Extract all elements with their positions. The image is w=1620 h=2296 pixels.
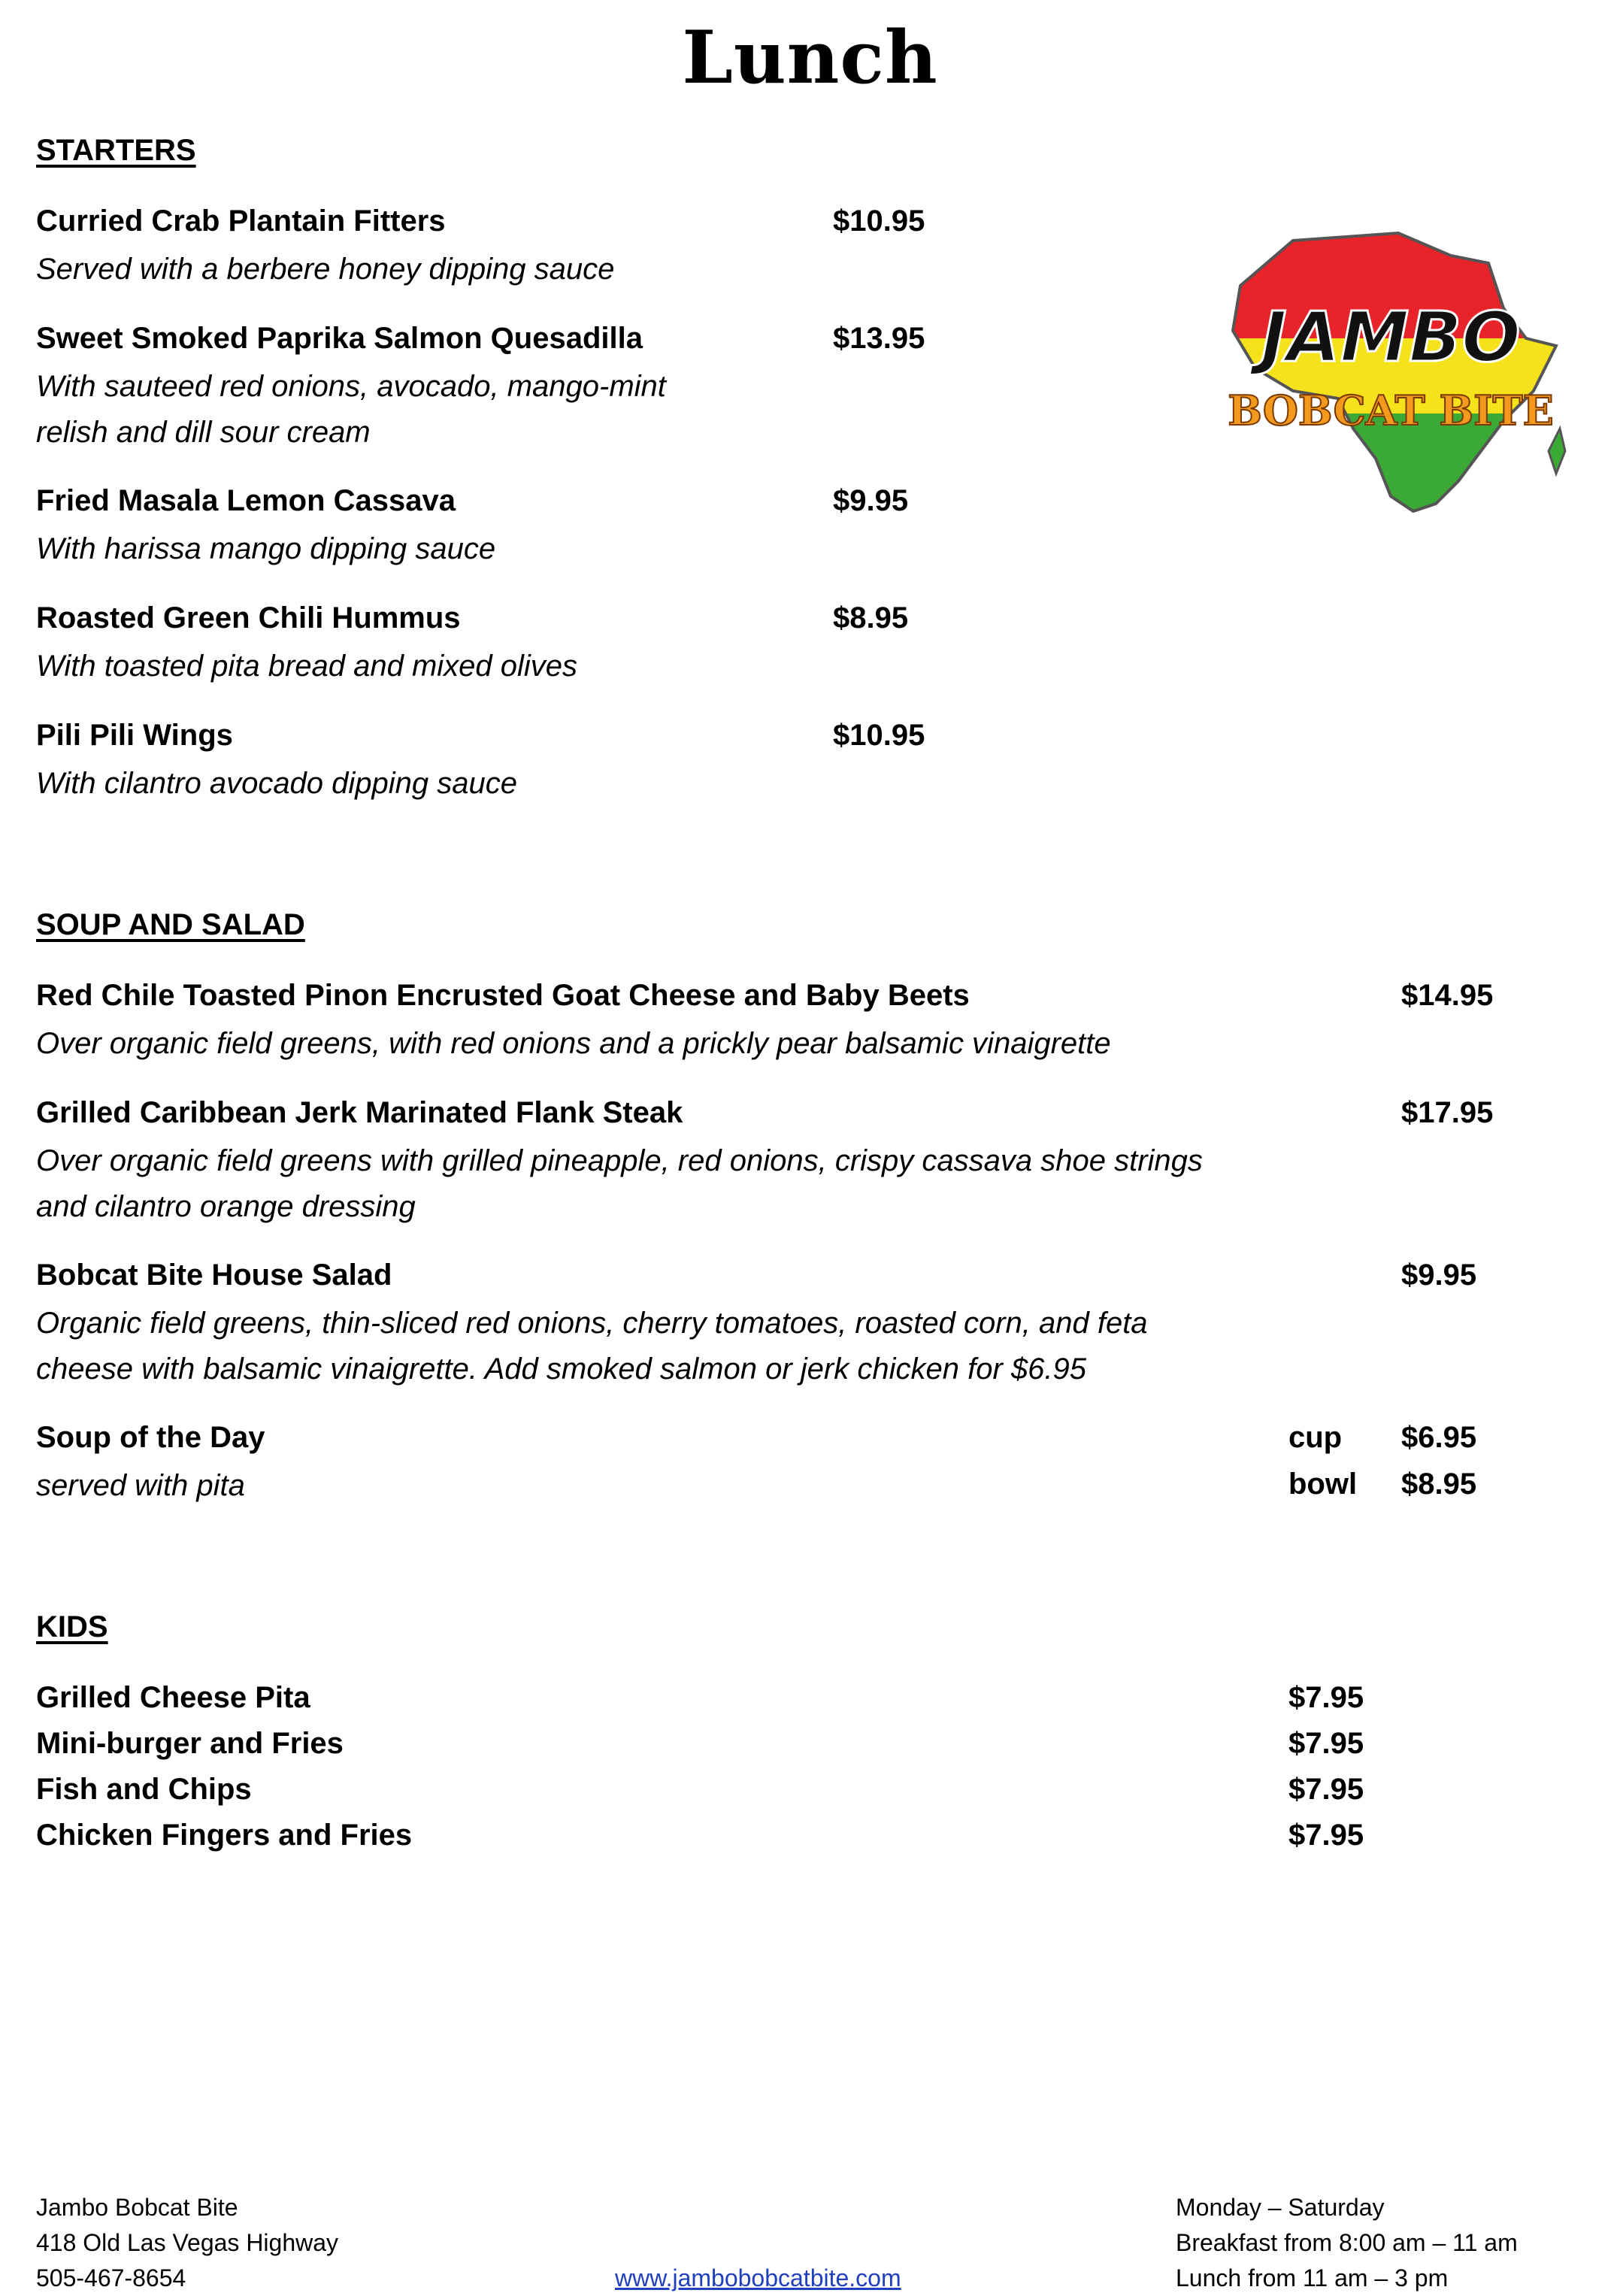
menu-item-description: With toasted pita bread and mixed olives [36, 650, 578, 683]
menu-item-description: and cilantro orange dressing [36, 1190, 416, 1223]
menu-item-description: served with pita [36, 1469, 245, 1502]
menu-item-name: Roasted Green Chili Hummus [36, 601, 461, 635]
menu-item-price: $9.95 [1401, 1259, 1477, 1292]
menu-item-price: $7.95 [1288, 1819, 1364, 1852]
menu-item-name: Grilled Caribbean Jerk Marinated Flank Steak [36, 1096, 683, 1129]
footer-hours-block [1176, 2190, 1518, 2296]
logo-text-bobcat-bite: BOBCAT BITE [1228, 386, 1554, 435]
section-heading-kids: KIDS [36, 1610, 108, 1643]
menu-item-price: $14.95 [1401, 979, 1494, 1012]
menu-item-name: Curried Crab Plantain Fitters [36, 204, 446, 238]
menu-item-description: With harissa mango dipping sauce [36, 532, 496, 565]
menu-item-price: $7.95 [1288, 1727, 1364, 1760]
menu-item-price: $7.95 [1288, 1681, 1364, 1714]
menu-item-name: Fish and Chips [36, 1773, 252, 1806]
menu-item-name: Soup of the Day [36, 1421, 265, 1454]
menu-item-description: cheese with balsamic vinaigrette. Add smoked salmon or jerk chicken for $6.95 [36, 1352, 1086, 1386]
soup-size-cup: cup [1288, 1421, 1343, 1454]
menu-item-name: Sweet Smoked Paprika Salmon Quesadilla [36, 322, 643, 355]
menu-item-price: $7.95 [1288, 1773, 1364, 1806]
section-heading-soup-and-salad: SOUP AND SALAD [36, 908, 305, 941]
footer-restaurant-name: Jambo Bobcat Bite [36, 2194, 238, 2221]
footer-address: 418 Old Las Vegas Highway [36, 2229, 339, 2256]
menu-item-description: With sauteed red onions, avocado, mango-mint [36, 370, 666, 403]
logo-text-jambo: JAMBO [1261, 297, 1521, 377]
menu-item-price: $17.95 [1401, 1096, 1494, 1129]
menu-item-description: Organic field greens, thin-sliced red onions, cherry tomatoes, roasted corn, and feta [36, 1307, 1148, 1340]
menu-item-description: With cilantro avocado dipping sauce [36, 767, 518, 800]
website-link[interactable]: www.jambobobcatbite.com [615, 2264, 901, 2291]
footer-lunch-hours: Lunch from 11 am – 3 pm [1176, 2264, 1449, 2291]
menu-item-description: relish and dill sour cream [36, 416, 371, 449]
menu-item-name: Red Chile Toasted Pinon Encrusted Goat Cheese and Baby Beets [36, 979, 970, 1012]
menu-item-price: $8.95 [833, 601, 909, 635]
footer-website-block [615, 2261, 901, 2296]
menu-item-description: Served with a berbere honey dipping sauce [36, 253, 615, 286]
footer-breakfast-hours: Breakfast from 8:00 am – 11 am [1176, 2229, 1518, 2256]
section-heading-starters: STARTERS [36, 134, 196, 167]
menu-item-price: $6.95 [1401, 1421, 1477, 1454]
menu-item-name: Chicken Fingers and Fries [36, 1819, 413, 1852]
soup-size-bowl: bowl [1288, 1468, 1358, 1501]
footer-phone: 505-467-8654 [36, 2264, 186, 2291]
menu-item-name: Bobcat Bite House Salad [36, 1259, 392, 1292]
menu-item-name: Fried Masala Lemon Cassava [36, 484, 456, 517]
menu-item-description: Over organic field greens with grilled pineapple, red onions, crispy cassava shoe strings [36, 1144, 1203, 1177]
footer-days: Monday – Saturday [1176, 2194, 1385, 2221]
menu-item-name: Pili Pili Wings [36, 719, 233, 752]
madagascar-shape [1549, 429, 1565, 474]
menu-item-price: $8.95 [1401, 1468, 1477, 1501]
menu-item-name: Mini-burger and Fries [36, 1727, 344, 1760]
page-title: Lunch [682, 15, 938, 100]
menu-item-price: $9.95 [833, 484, 909, 517]
jambo-bobcat-bite-logo [1203, 226, 1594, 571]
menu-item-name: Grilled Cheese Pita [36, 1681, 310, 1714]
menu-item-price: $10.95 [833, 204, 925, 238]
menu-item-price: $13.95 [833, 322, 925, 355]
menu-item-price: $10.95 [833, 719, 925, 752]
footer-address-block [36, 2190, 338, 2296]
menu-item-description: Over organic field greens, with red onions and a prickly pear balsamic vinaigrette [36, 1027, 1111, 1060]
